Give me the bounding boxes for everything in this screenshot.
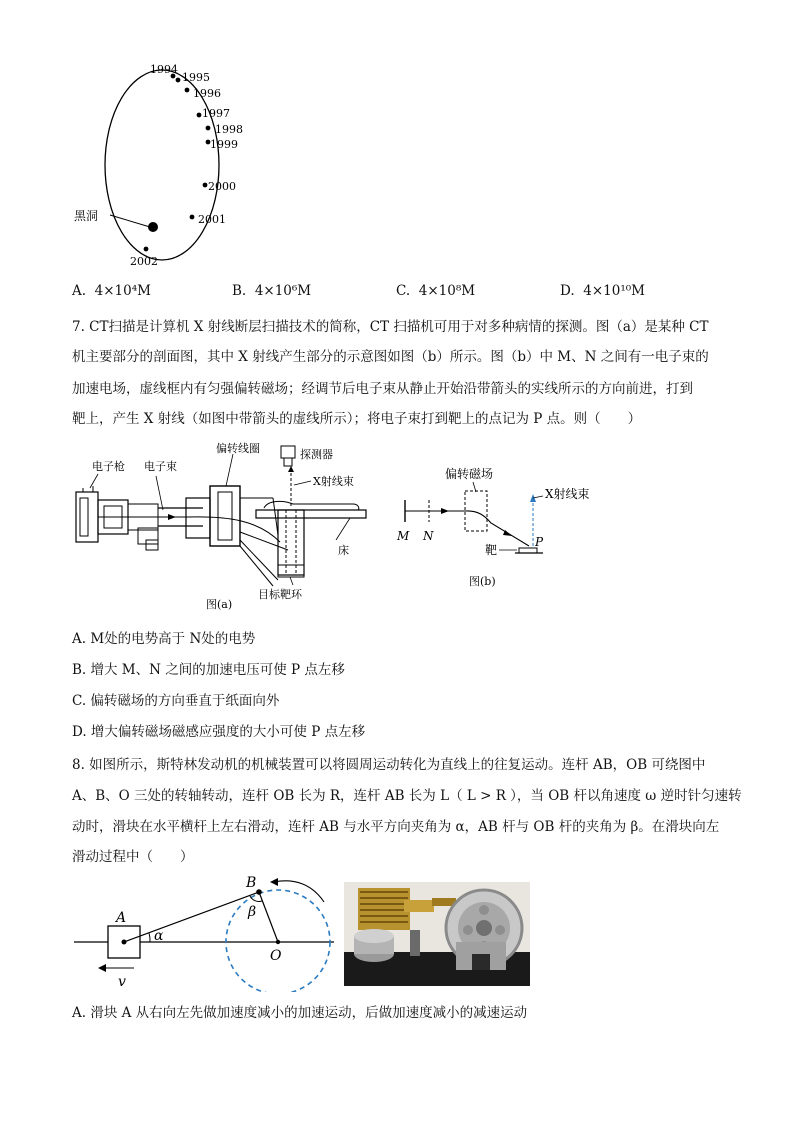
label-target: 靶 — [485, 543, 498, 557]
q7-line-1: 7. CT扫描是计算机 X 射线断层扫描技术的简称，CT 扫描机可用于对多种病情的探测。图（a）是某种 CT — [72, 319, 709, 335]
year-label: 1994 — [150, 63, 178, 76]
year-label: 1999 — [210, 138, 238, 151]
xray-generation-figure-b — [393, 458, 613, 593]
label-bed: 床 — [338, 544, 349, 557]
label-m-plate: M — [397, 529, 410, 543]
label-electron-beam: 电子束 — [144, 460, 177, 473]
label-alpha: α — [154, 928, 164, 944]
orbit-point — [176, 78, 181, 83]
label-point-o: O — [270, 948, 282, 964]
label-point-a: A — [116, 910, 127, 926]
year-label: 2000 — [208, 180, 236, 193]
q7-option-a[interactable]: A. M处的电势高于 N处的电势 — [72, 631, 256, 647]
q6-option-a[interactable]: A. 4×10⁴M — [72, 283, 151, 299]
stirling-engine-photo — [344, 882, 530, 986]
q8-line-4: 滑动过程中（ ） — [72, 849, 194, 865]
label-point-b: B — [246, 875, 257, 891]
q6-option-c[interactable]: C. 4×10⁸M — [396, 283, 476, 299]
label-point-p: P — [535, 535, 544, 549]
label-xray-beam-a: X射线束 — [313, 475, 354, 488]
year-label: 1996 — [193, 87, 221, 100]
label-deflection-coil: 偏转线圈 — [216, 442, 260, 455]
label-detector: 探测器 — [300, 448, 333, 461]
orbit-point — [197, 113, 202, 118]
ct-machine-figure-a — [68, 440, 388, 615]
q7-option-b[interactable]: B. 增大 M、N 之间的加速电压可使 P 点左移 — [72, 662, 345, 678]
q6-option-b[interactable]: B. 4×10⁶M — [232, 283, 312, 299]
year-label: 1997 — [202, 107, 230, 120]
year-label: 2002 — [130, 255, 158, 268]
label-deflection-field: 偏转磁场 — [445, 467, 494, 481]
q8-line-3: 动时，滑块在水平横杆上左右滑动，连杆 AB 与水平方向夹角为 α，AB 杆与 OB 杆的夹角为 β。在滑块向左 — [72, 819, 720, 835]
year-label: 1995 — [182, 71, 210, 84]
q7-line-4: 靶上，产生 X 射线（如图中带箭头的虚线所示）；将电子束打到靶上的点记为 P 点。则（ ） — [72, 411, 642, 427]
label-n-plate: N — [423, 529, 434, 543]
label-target-ring: 目标靶环 — [258, 588, 302, 601]
q6-option-d[interactable]: D. 4×10¹⁰M — [560, 283, 645, 299]
label-beta: β — [248, 904, 257, 920]
caption-figure-a: 图(a) — [206, 598, 233, 611]
orbit-point — [185, 88, 190, 93]
label-xray-beam-b: X射线束 — [545, 487, 590, 501]
label-velocity: v — [118, 974, 126, 990]
q8-line-1: 8. 如图所示，斯特林发动机的机械装置可以将圆周运动转化为直线上的往复运动。连杆 AB，OB 可绕图中 — [72, 757, 706, 773]
orbit-point — [190, 215, 195, 220]
orbit-point — [144, 247, 149, 252]
q7-option-c[interactable]: C. 偏转磁场的方向垂直于纸面向外 — [72, 693, 280, 709]
q8-option-a[interactable]: A. 滑块 A 从右向左先做加速度减小的加速运动，后做加速度减小的减速运动 — [72, 1005, 528, 1021]
orbit-figure — [60, 55, 260, 275]
crank-slider-diagram — [72, 872, 342, 992]
caption-figure-b: 图(b) — [469, 575, 496, 588]
q7-option-d[interactable]: D. 增大偏转磁场磁感应强度的大小可使 P 点左移 — [72, 724, 366, 740]
year-label: 2001 — [198, 213, 226, 226]
q8-line-2: A、B、O 三处的转轴转动，连杆 OB 长为 R，连杆 AB 长为 L（ L > R ），当 OB 杆以角速度 ω 逆时针匀速转 — [72, 788, 742, 804]
black-hole-label: 黑洞 — [74, 209, 99, 223]
label-electron-gun: 电子枪 — [92, 460, 125, 473]
orbit-point — [206, 126, 211, 131]
year-label: 1998 — [215, 123, 243, 136]
orbit-point — [203, 183, 208, 188]
q7-line-3: 加速电场，虚线框内有匀强偏转磁场；经调节后电子束从静止开始沿带箭头的实线所示的方向前进，打到 — [72, 381, 693, 397]
q7-line-2: 机主要部分的剖面图，其中 X 射线产生部分的示意图如图（b）所示。图（b）中 M、N 之间有一电子束的 — [72, 349, 709, 365]
